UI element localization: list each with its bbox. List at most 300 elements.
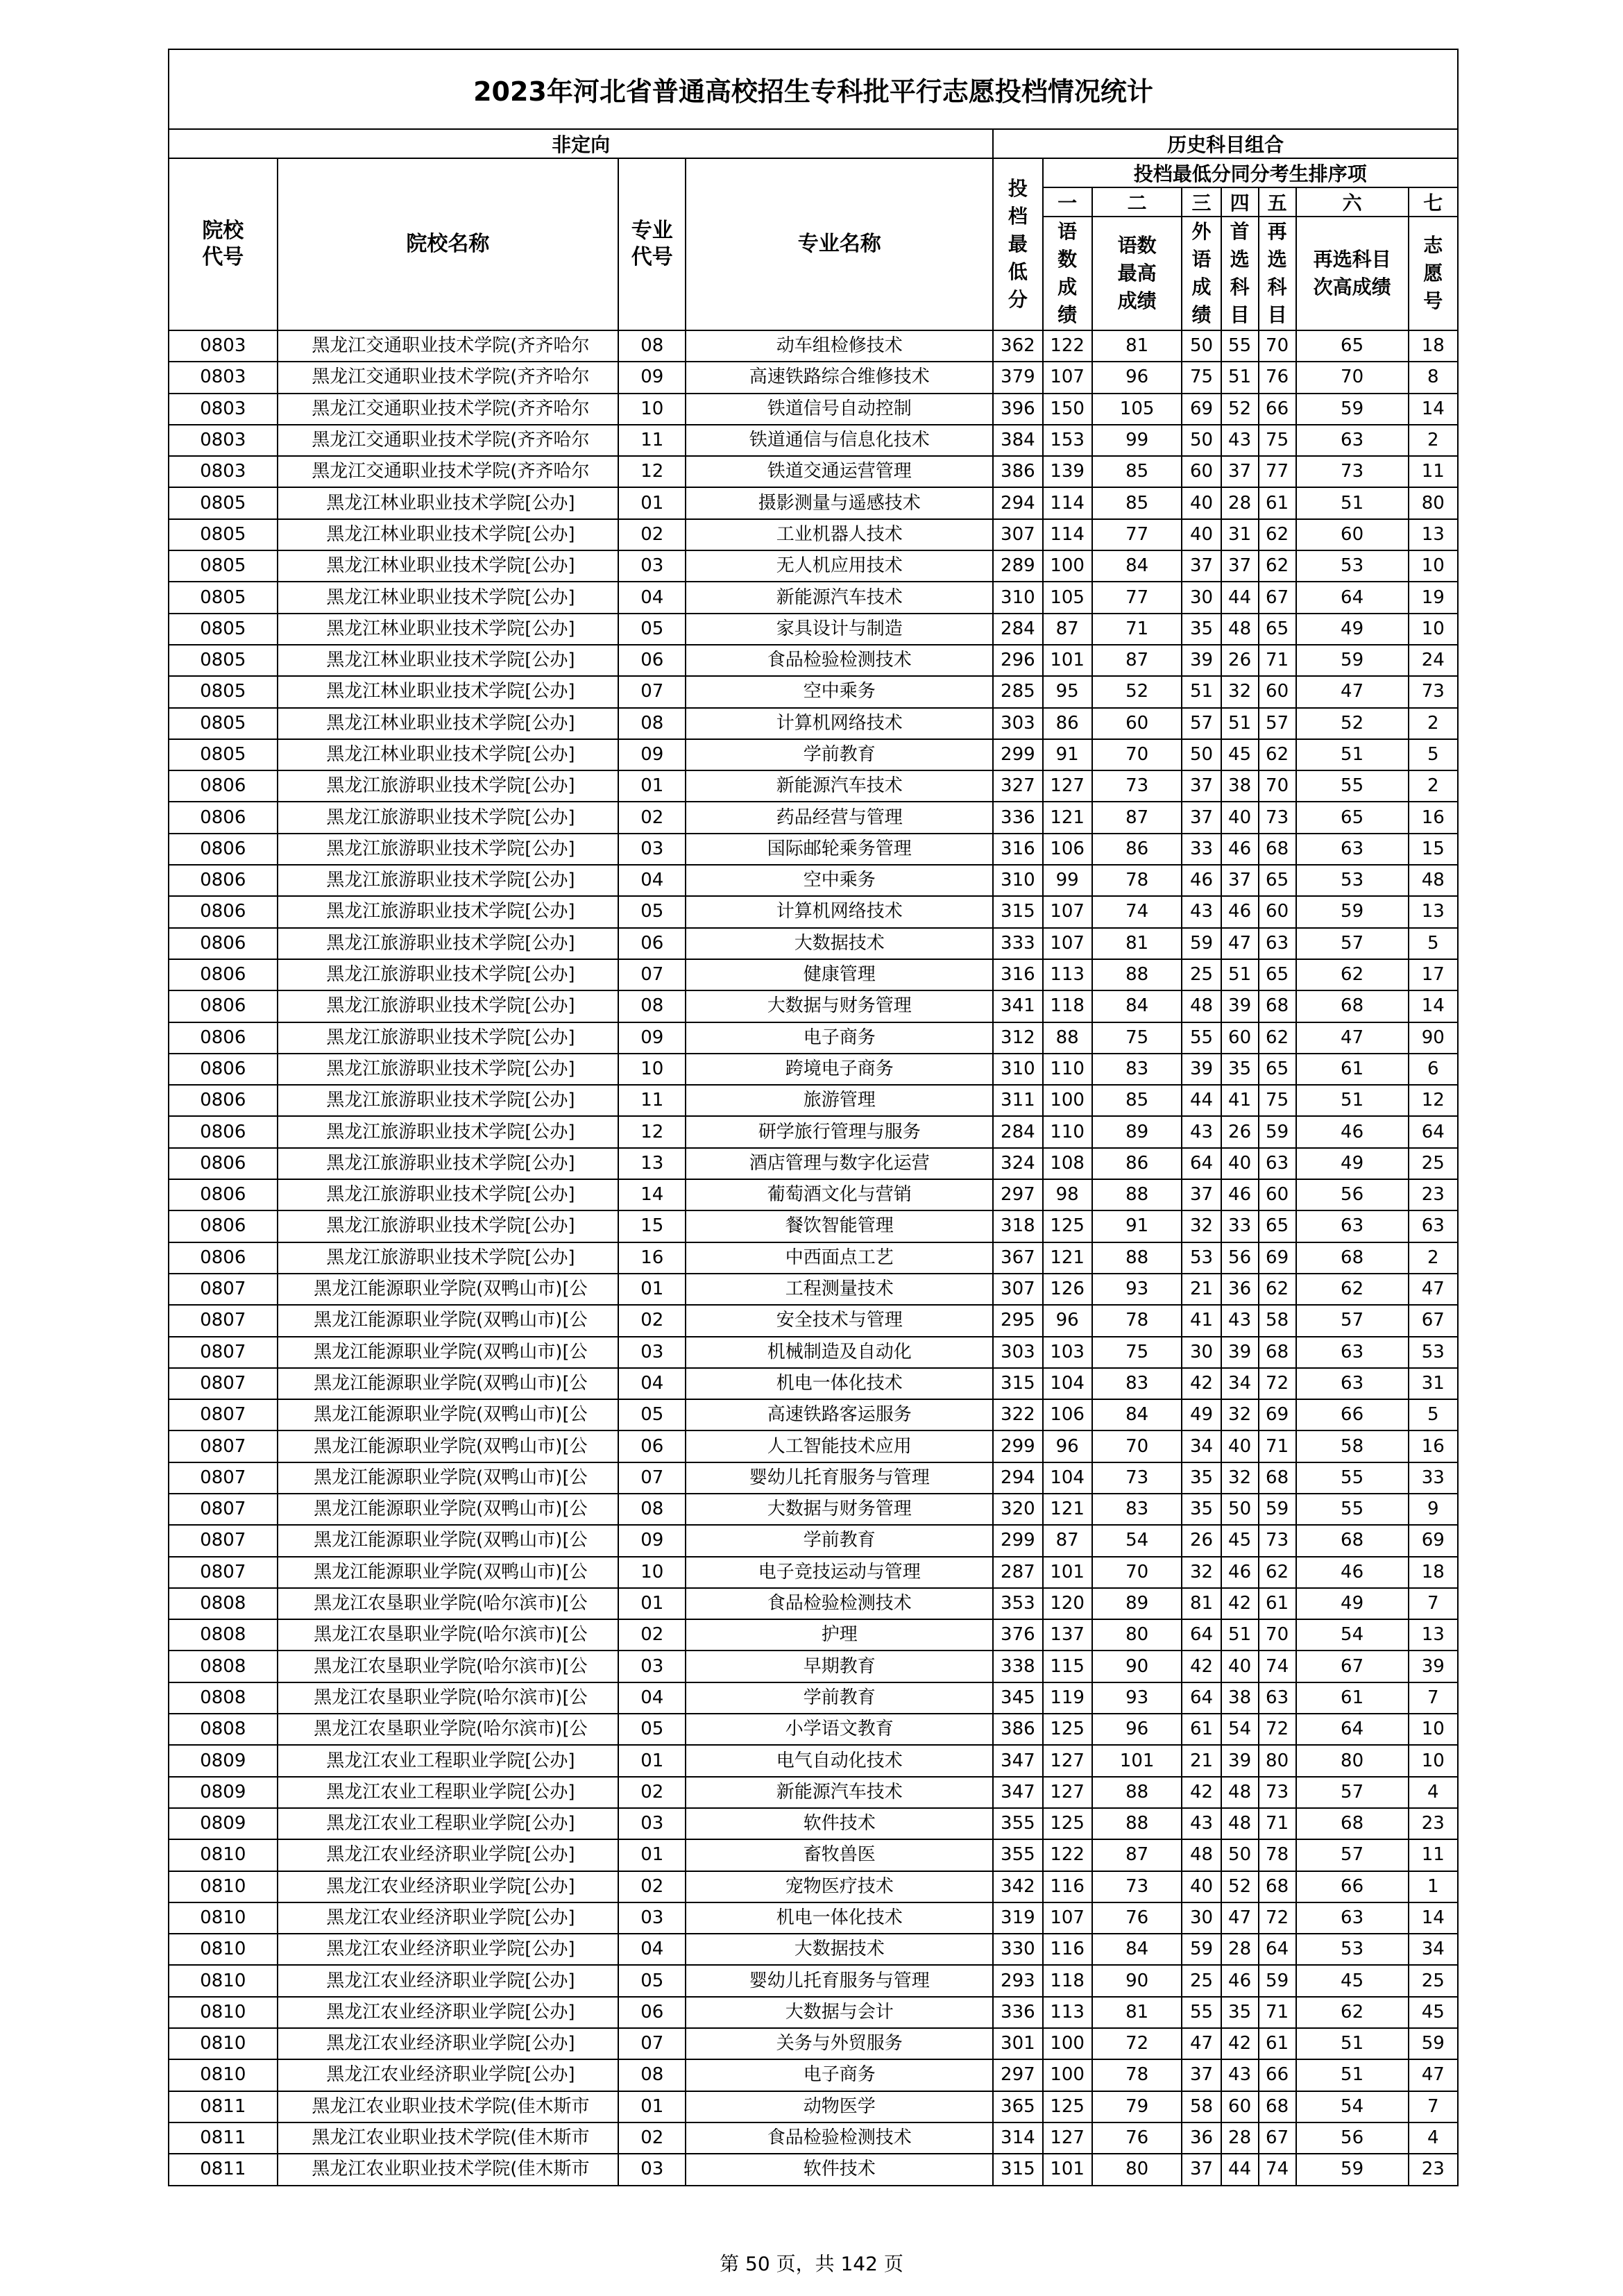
cell-reselect-max: 68 xyxy=(1296,990,1409,1022)
cell-chinese-math-max: 54 xyxy=(1092,1525,1182,1556)
cell-min-score: 336 xyxy=(993,802,1042,833)
cell-min-score: 338 xyxy=(993,1651,1042,1682)
cell-chinese-math-max: 87 xyxy=(1092,1839,1182,1871)
cell-chinese-math: 118 xyxy=(1043,990,1092,1022)
cell-chinese-math-max: 84 xyxy=(1092,1934,1182,1965)
table-row xyxy=(169,1399,1458,1430)
page-title: 2023年河北省普通高校招生专科批平行志愿投档情况统计 xyxy=(169,49,1458,129)
cell-first-choice: 56 xyxy=(1221,1242,1259,1274)
cell-reselect-max: 54 xyxy=(1296,1619,1409,1651)
cell-reselect-max: 64 xyxy=(1296,582,1409,613)
cell-foreign-language: 43 xyxy=(1182,1808,1221,1839)
cell-wish-no: 18 xyxy=(1409,1557,1458,1588)
cell-first-choice: 46 xyxy=(1221,1179,1259,1210)
cell-wish-no: 16 xyxy=(1409,802,1458,833)
cell-school-code: 0807 xyxy=(169,1368,278,1399)
cell-chinese-math-max: 93 xyxy=(1092,1682,1182,1714)
cell-reselect: 62 xyxy=(1259,739,1296,770)
cell-major-code: 07 xyxy=(618,676,686,707)
cell-first-choice: 34 xyxy=(1221,1368,1259,1399)
cell-reselect-max: 52 xyxy=(1296,708,1409,739)
table-row xyxy=(169,2122,1458,2154)
table-row xyxy=(169,1525,1458,1556)
cell-wish-no: 19 xyxy=(1409,582,1458,613)
table-row xyxy=(169,802,1458,833)
cell-wish-no: 47 xyxy=(1409,2059,1458,2091)
cell-school-name: 黑龙江农业经济职业学院[公办] xyxy=(278,2059,619,2091)
cell-reselect: 75 xyxy=(1259,1085,1296,1116)
cell-wish-no: 23 xyxy=(1409,1179,1458,1210)
cell-major-code: 09 xyxy=(618,362,686,393)
group-header-nondirected: 非定向 xyxy=(169,129,993,158)
cell-major-name: 早期教育 xyxy=(686,1651,993,1682)
cell-school-code: 0810 xyxy=(169,2059,278,2091)
cell-reselect-max: 63 xyxy=(1296,1902,1409,1934)
cell-chinese-math-max: 88 xyxy=(1092,1808,1182,1839)
cell-min-score: 355 xyxy=(993,1808,1042,1839)
cell-foreign-language: 25 xyxy=(1182,1965,1221,1996)
cell-school-code: 0807 xyxy=(169,1494,278,1525)
table-row xyxy=(169,770,1458,802)
cell-school-code: 0808 xyxy=(169,1619,278,1651)
table-row xyxy=(169,1210,1458,1242)
cell-major-name: 畜牧兽医 xyxy=(686,1839,993,1871)
cell-foreign-language: 75 xyxy=(1182,362,1221,393)
cell-chinese-math-max: 71 xyxy=(1092,614,1182,645)
cell-first-choice: 40 xyxy=(1221,1430,1259,1462)
header-reselect: 再选科目 xyxy=(1259,217,1296,330)
cell-reselect-max: 46 xyxy=(1296,1116,1409,1147)
table-row xyxy=(169,1148,1458,1179)
cell-wish-no: 6 xyxy=(1409,1054,1458,1085)
cell-first-choice: 42 xyxy=(1221,2028,1259,2059)
cell-reselect: 74 xyxy=(1259,1651,1296,1682)
cell-first-choice: 50 xyxy=(1221,1839,1259,1871)
table-row xyxy=(169,1871,1458,1902)
cell-wish-no: 2 xyxy=(1409,770,1458,802)
cell-major-name: 工程测量技术 xyxy=(686,1274,993,1305)
cell-major-code: 11 xyxy=(618,1085,686,1116)
cell-reselect-max: 57 xyxy=(1296,928,1409,959)
cell-reselect: 68 xyxy=(1259,1337,1296,1368)
cell-min-score: 336 xyxy=(993,1997,1042,2028)
cell-chinese-math: 116 xyxy=(1043,1871,1092,1902)
cell-reselect: 60 xyxy=(1259,896,1296,927)
cell-first-choice: 46 xyxy=(1221,1965,1259,1996)
cell-major-code: 02 xyxy=(618,1777,686,1808)
cell-foreign-language: 37 xyxy=(1182,2059,1221,2091)
cell-chinese-math: 118 xyxy=(1043,1965,1092,1996)
cell-chinese-math: 101 xyxy=(1043,645,1092,676)
cell-reselect: 68 xyxy=(1259,834,1296,865)
cell-reselect-max: 46 xyxy=(1296,1557,1409,1588)
cell-major-code: 14 xyxy=(618,1179,686,1210)
cell-school-code: 0805 xyxy=(169,550,278,582)
cell-major-name: 电子竞技运动与管理 xyxy=(686,1557,993,1588)
cell-first-choice: 39 xyxy=(1221,1745,1259,1776)
table-row xyxy=(169,614,1458,645)
cell-chinese-math-max: 78 xyxy=(1092,865,1182,896)
cell-school-code: 0806 xyxy=(169,1116,278,1147)
cell-wish-no: 10 xyxy=(1409,614,1458,645)
cell-reselect: 70 xyxy=(1259,770,1296,802)
cell-wish-no: 4 xyxy=(1409,1777,1458,1808)
cell-chinese-math: 114 xyxy=(1043,519,1092,550)
cell-school-code: 0810 xyxy=(169,1839,278,1871)
cell-reselect: 72 xyxy=(1259,1902,1296,1934)
table-row xyxy=(169,865,1458,896)
cell-first-choice: 48 xyxy=(1221,1808,1259,1839)
cell-school-code: 0810 xyxy=(169,1871,278,1902)
cell-major-name: 关务与外贸服务 xyxy=(686,2028,993,2059)
table-row xyxy=(169,1430,1458,1462)
table-row xyxy=(169,708,1458,739)
cell-chinese-math-max: 86 xyxy=(1092,834,1182,865)
cell-major-code: 15 xyxy=(618,1210,686,1242)
cell-major-name: 安全技术与管理 xyxy=(686,1305,993,1336)
cell-chinese-math: 127 xyxy=(1043,2122,1092,2154)
cell-school-code: 0808 xyxy=(169,1714,278,1745)
cell-school-name: 黑龙江林业职业技术学院[公办] xyxy=(278,487,619,518)
table-row xyxy=(169,456,1458,487)
cell-reselect: 70 xyxy=(1259,1619,1296,1651)
cell-chinese-math: 101 xyxy=(1043,2154,1092,2185)
cell-wish-no: 10 xyxy=(1409,550,1458,582)
cell-reselect: 78 xyxy=(1259,1839,1296,1871)
cell-foreign-language: 55 xyxy=(1182,1997,1221,2028)
cell-min-score: 347 xyxy=(993,1745,1042,1776)
cell-school-name: 黑龙江农业职业技术学院(佳木斯市 xyxy=(278,2122,619,2154)
cell-chinese-math: 103 xyxy=(1043,1337,1092,1368)
cell-chinese-math: 125 xyxy=(1043,1714,1092,1745)
cell-major-code: 03 xyxy=(618,1337,686,1368)
cell-first-choice: 40 xyxy=(1221,802,1259,833)
cell-school-code: 0807 xyxy=(169,1557,278,1588)
cell-chinese-math-max: 89 xyxy=(1092,1588,1182,1619)
cell-major-code: 01 xyxy=(618,487,686,518)
cell-reselect-max: 62 xyxy=(1296,959,1409,990)
cell-chinese-math: 88 xyxy=(1043,1022,1092,1054)
cell-school-name: 黑龙江农业经济职业学院[公办] xyxy=(278,1997,619,2028)
cell-major-name: 电气自动化技术 xyxy=(686,1745,993,1776)
table-row xyxy=(169,1274,1458,1305)
cell-reselect: 80 xyxy=(1259,1745,1296,1776)
cell-reselect-max: 65 xyxy=(1296,802,1409,833)
table-row xyxy=(169,425,1458,456)
cell-reselect-max: 55 xyxy=(1296,1462,1409,1494)
cell-school-code: 0805 xyxy=(169,645,278,676)
table-row xyxy=(169,2154,1458,2185)
cell-major-name: 宠物医疗技术 xyxy=(686,1871,993,1902)
cell-reselect-max: 63 xyxy=(1296,1337,1409,1368)
cell-major-name: 铁道信号自动控制 xyxy=(686,394,993,425)
cell-first-choice: 28 xyxy=(1221,1934,1259,1965)
cell-chinese-math-max: 83 xyxy=(1092,1054,1182,1085)
cell-school-code: 0807 xyxy=(169,1525,278,1556)
cell-school-name: 黑龙江旅游职业技术学院[公办] xyxy=(278,1179,619,1210)
cell-reselect: 73 xyxy=(1259,1777,1296,1808)
cell-chinese-math-max: 70 xyxy=(1092,1430,1182,1462)
cell-school-name: 黑龙江旅游职业技术学院[公办] xyxy=(278,770,619,802)
cell-chinese-math: 119 xyxy=(1043,1682,1092,1714)
table-row xyxy=(169,1997,1458,2028)
cell-chinese-math-max: 80 xyxy=(1092,1619,1182,1651)
header-foreign-language: 外语成绩 xyxy=(1182,217,1221,330)
cell-reselect-max: 60 xyxy=(1296,519,1409,550)
cell-chinese-math: 110 xyxy=(1043,1116,1092,1147)
cell-min-score: 296 xyxy=(993,645,1042,676)
cell-major-code: 02 xyxy=(618,1619,686,1651)
cell-first-choice: 39 xyxy=(1221,1337,1259,1368)
cell-wish-no: 24 xyxy=(1409,645,1458,676)
cell-foreign-language: 41 xyxy=(1182,1305,1221,1336)
table-row xyxy=(169,1116,1458,1147)
cell-wish-no: 23 xyxy=(1409,1808,1458,1839)
cell-first-choice: 43 xyxy=(1221,425,1259,456)
cell-foreign-language: 48 xyxy=(1182,1839,1221,1871)
cell-school-name: 黑龙江农业工程职业学院[公办] xyxy=(278,1808,619,1839)
header-major-code: 专业代号 xyxy=(618,158,686,330)
cell-reselect-max: 66 xyxy=(1296,1871,1409,1902)
cell-chinese-math: 126 xyxy=(1043,1274,1092,1305)
cell-chinese-math: 114 xyxy=(1043,487,1092,518)
cell-school-code: 0805 xyxy=(169,739,278,770)
cell-school-code: 0806 xyxy=(169,865,278,896)
cell-min-score: 341 xyxy=(993,990,1042,1022)
cell-min-score: 294 xyxy=(993,1462,1042,1494)
cell-chinese-math: 100 xyxy=(1043,2028,1092,2059)
table-row xyxy=(169,1054,1458,1085)
cell-wish-no: 4 xyxy=(1409,2122,1458,2154)
cell-foreign-language: 25 xyxy=(1182,959,1221,990)
cell-chinese-math-max: 81 xyxy=(1092,928,1182,959)
cell-school-name: 黑龙江农业工程职业学院[公办] xyxy=(278,1745,619,1776)
cell-min-score: 396 xyxy=(993,394,1042,425)
cell-min-score: 310 xyxy=(993,582,1042,613)
cell-foreign-language: 37 xyxy=(1182,550,1221,582)
cell-reselect-max: 54 xyxy=(1296,2091,1409,2122)
cell-major-code: 04 xyxy=(618,1368,686,1399)
cell-school-name: 黑龙江能源职业学院(双鸭山市)[公 xyxy=(278,1430,619,1462)
cell-chinese-math-max: 81 xyxy=(1092,1997,1182,2028)
cell-foreign-language: 50 xyxy=(1182,425,1221,456)
cell-chinese-math-max: 87 xyxy=(1092,802,1182,833)
cell-first-choice: 46 xyxy=(1221,834,1259,865)
cell-major-code: 08 xyxy=(618,2059,686,2091)
cell-chinese-math: 101 xyxy=(1043,1557,1092,1588)
header-sort-items: 投档最低分同分考生排序项 xyxy=(1043,158,1458,187)
cell-foreign-language: 81 xyxy=(1182,1588,1221,1619)
cell-foreign-language: 35 xyxy=(1182,1462,1221,1494)
cell-major-name: 空中乘务 xyxy=(686,676,993,707)
cell-min-score: 307 xyxy=(993,1274,1042,1305)
cell-chinese-math: 104 xyxy=(1043,1368,1092,1399)
cell-school-code: 0809 xyxy=(169,1745,278,1776)
cell-chinese-math-max: 76 xyxy=(1092,1902,1182,1934)
cell-reselect: 59 xyxy=(1259,1494,1296,1525)
cell-major-code: 03 xyxy=(618,2154,686,2185)
cell-min-score: 330 xyxy=(993,1934,1042,1965)
cell-major-name: 婴幼儿托育服务与管理 xyxy=(686,1462,993,1494)
header-wish-no: 志愿号 xyxy=(1409,217,1458,330)
cell-reselect-max: 61 xyxy=(1296,1054,1409,1085)
cell-wish-no: 64 xyxy=(1409,1116,1458,1147)
cell-wish-no: 47 xyxy=(1409,1274,1458,1305)
cell-school-code: 0805 xyxy=(169,708,278,739)
cell-school-code: 0805 xyxy=(169,519,278,550)
cell-reselect: 65 xyxy=(1259,959,1296,990)
cell-chinese-math-max: 93 xyxy=(1092,1274,1182,1305)
cell-reselect: 61 xyxy=(1259,1588,1296,1619)
cell-min-score: 315 xyxy=(993,896,1042,927)
cell-foreign-language: 39 xyxy=(1182,1054,1221,1085)
cell-major-code: 01 xyxy=(618,770,686,802)
cell-min-score: 299 xyxy=(993,1430,1042,1462)
cell-chinese-math-max: 86 xyxy=(1092,1148,1182,1179)
cell-reselect-max: 68 xyxy=(1296,1808,1409,1839)
cell-wish-no: 10 xyxy=(1409,1714,1458,1745)
cell-min-score: 362 xyxy=(993,330,1042,362)
cell-min-score: 345 xyxy=(993,1682,1042,1714)
cell-reselect-max: 51 xyxy=(1296,2028,1409,2059)
cell-chinese-math: 107 xyxy=(1043,896,1092,927)
cell-reselect-max: 59 xyxy=(1296,394,1409,425)
cell-major-name: 大数据与财务管理 xyxy=(686,1494,993,1525)
cell-min-score: 384 xyxy=(993,425,1042,456)
header-major-name: 专业名称 xyxy=(686,158,993,330)
cell-reselect: 59 xyxy=(1259,1116,1296,1147)
cell-wish-no: 2 xyxy=(1409,425,1458,456)
cell-major-code: 04 xyxy=(618,865,686,896)
table-row xyxy=(169,1839,1458,1871)
cell-reselect: 66 xyxy=(1259,394,1296,425)
cell-major-code: 16 xyxy=(618,1242,686,1274)
cell-chinese-math-max: 75 xyxy=(1092,1022,1182,1054)
cell-min-score: 297 xyxy=(993,2059,1042,2091)
cell-major-code: 05 xyxy=(618,1714,686,1745)
cell-major-code: 12 xyxy=(618,456,686,487)
cell-major-code: 02 xyxy=(618,1305,686,1336)
cell-reselect: 60 xyxy=(1259,676,1296,707)
cell-foreign-language: 48 xyxy=(1182,990,1221,1022)
cell-major-code: 08 xyxy=(618,990,686,1022)
cell-major-name: 小学语文教育 xyxy=(686,1714,993,1745)
cell-foreign-language: 37 xyxy=(1182,802,1221,833)
cell-major-name: 计算机网络技术 xyxy=(686,896,993,927)
table-row xyxy=(169,2028,1458,2059)
cell-major-code: 12 xyxy=(618,1116,686,1147)
cell-major-code: 04 xyxy=(618,582,686,613)
table-row xyxy=(169,1745,1458,1776)
cell-major-name: 药品经营与管理 xyxy=(686,802,993,833)
cell-min-score: 297 xyxy=(993,1179,1042,1210)
cell-foreign-language: 44 xyxy=(1182,1085,1221,1116)
cell-foreign-language: 61 xyxy=(1182,1714,1221,1745)
cell-major-name: 食品检验检测技术 xyxy=(686,645,993,676)
table-row xyxy=(169,1934,1458,1965)
cell-chinese-math-max: 105 xyxy=(1092,394,1182,425)
cell-first-choice: 48 xyxy=(1221,614,1259,645)
cell-school-code: 0806 xyxy=(169,1148,278,1179)
cell-min-score: 284 xyxy=(993,1116,1042,1147)
cell-major-code: 06 xyxy=(618,645,686,676)
cell-chinese-math-max: 89 xyxy=(1092,1116,1182,1147)
table-row xyxy=(169,519,1458,550)
cell-major-code: 03 xyxy=(618,834,686,865)
cell-major-code: 08 xyxy=(618,330,686,362)
cell-chinese-math: 95 xyxy=(1043,676,1092,707)
cell-chinese-math: 100 xyxy=(1043,2059,1092,2091)
cell-foreign-language: 36 xyxy=(1182,2122,1221,2154)
table-row xyxy=(169,990,1458,1022)
cell-school-code: 0806 xyxy=(169,1179,278,1210)
cell-wish-no: 18 xyxy=(1409,330,1458,362)
cell-school-name: 黑龙江农垦职业学院(哈尔滨市)[公 xyxy=(278,1588,619,1619)
cell-reselect: 63 xyxy=(1259,1682,1296,1714)
cell-foreign-language: 21 xyxy=(1182,1745,1221,1776)
cell-min-score: 299 xyxy=(993,1525,1042,1556)
header-school-code: 院校代号 xyxy=(169,158,278,330)
cell-min-score: 315 xyxy=(993,2154,1042,2185)
cell-min-score: 287 xyxy=(993,1557,1042,1588)
cell-reselect: 62 xyxy=(1259,1274,1296,1305)
cell-first-choice: 35 xyxy=(1221,1997,1259,2028)
cell-major-name: 学前教育 xyxy=(686,1682,993,1714)
cell-min-score: 285 xyxy=(993,676,1042,707)
cell-major-name: 动物医学 xyxy=(686,2091,993,2122)
cell-first-choice: 45 xyxy=(1221,1525,1259,1556)
cell-first-choice: 35 xyxy=(1221,1054,1259,1085)
cell-chinese-math-max: 81 xyxy=(1092,330,1182,362)
cell-chinese-math-max: 83 xyxy=(1092,1494,1182,1525)
cell-school-name: 黑龙江能源职业学院(双鸭山市)[公 xyxy=(278,1399,619,1430)
cell-school-name: 黑龙江林业职业技术学院[公办] xyxy=(278,676,619,707)
cell-school-code: 0810 xyxy=(169,1965,278,1996)
cell-min-score: 320 xyxy=(993,1494,1042,1525)
cell-school-code: 0809 xyxy=(169,1777,278,1808)
cell-min-score: 324 xyxy=(993,1148,1042,1179)
cell-chinese-math-max: 88 xyxy=(1092,1179,1182,1210)
cell-wish-no: 69 xyxy=(1409,1525,1458,1556)
cell-reselect: 65 xyxy=(1259,614,1296,645)
cell-chinese-math-max: 52 xyxy=(1092,676,1182,707)
cell-school-name: 黑龙江农业职业技术学院(佳木斯市 xyxy=(278,2091,619,2122)
cell-reselect-max: 51 xyxy=(1296,1085,1409,1116)
cell-chinese-math: 110 xyxy=(1043,1054,1092,1085)
cell-min-score: 312 xyxy=(993,1022,1042,1054)
cell-school-name: 黑龙江交通职业技术学院(齐齐哈尔 xyxy=(278,362,619,393)
cell-foreign-language: 42 xyxy=(1182,1368,1221,1399)
cell-chinese-math: 113 xyxy=(1043,1997,1092,2028)
cell-reselect: 68 xyxy=(1259,990,1296,1022)
cell-school-name: 黑龙江交通职业技术学院(齐齐哈尔 xyxy=(278,456,619,487)
cell-chinese-math: 113 xyxy=(1043,959,1092,990)
table-row xyxy=(169,834,1458,865)
cell-chinese-math-max: 74 xyxy=(1092,896,1182,927)
cell-reselect: 63 xyxy=(1259,928,1296,959)
cell-foreign-language: 42 xyxy=(1182,1777,1221,1808)
cell-chinese-math: 150 xyxy=(1043,394,1092,425)
cell-major-name: 空中乘务 xyxy=(686,865,993,896)
cell-reselect: 72 xyxy=(1259,1714,1296,1745)
cell-foreign-language: 57 xyxy=(1182,708,1221,739)
cell-major-code: 02 xyxy=(618,802,686,833)
cell-school-code: 0805 xyxy=(169,614,278,645)
cell-wish-no: 17 xyxy=(1409,959,1458,990)
cell-chinese-math-max: 85 xyxy=(1092,487,1182,518)
table-row xyxy=(169,959,1458,990)
cell-wish-no: 90 xyxy=(1409,1022,1458,1054)
